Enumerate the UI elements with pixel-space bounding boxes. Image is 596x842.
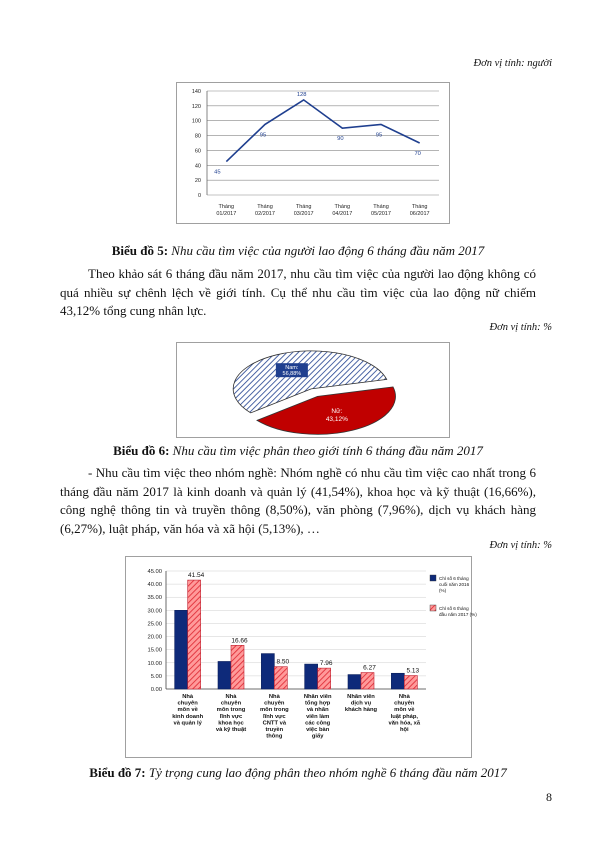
- caption-5-text: Nhu cầu tìm việc của người lao động 6 tháng đầu năm 2017: [168, 243, 485, 258]
- line-chart-job-demand: [176, 82, 450, 224]
- y-tick-label: 20.00: [147, 634, 162, 641]
- pie-chart-gender: [176, 342, 450, 438]
- y-tick-label: 20: [194, 178, 201, 185]
- y-tick-label: 25.00: [147, 621, 162, 628]
- caption-6-label: Biểu đồ 6:: [113, 443, 170, 458]
- bar-series-2017: [361, 673, 374, 689]
- x-category-label-line: Nhân viên: [303, 694, 332, 700]
- line-chart-svg: [177, 83, 449, 223]
- x-category-label-line: kinh doanh: [172, 713, 204, 720]
- pie-label: Nam:: [285, 365, 299, 372]
- y-tick-label: 0.00: [150, 687, 162, 693]
- bar-value-label: 8.50: [276, 658, 290, 666]
- x-category-label-line: khách hàng: [344, 707, 378, 714]
- y-tick-label: 40: [194, 163, 201, 170]
- x-category-label-line: truyền: [265, 727, 284, 733]
- x-tick-label-date: 05/2017: [371, 211, 391, 217]
- y-tick-label: 40.00: [147, 582, 162, 589]
- x-category-label-line: luật pháp,: [390, 713, 419, 720]
- x-category-label-line: lĩnh vực: [263, 713, 286, 720]
- page-number: 8: [546, 790, 552, 804]
- x-tick-label-month: Tháng: [334, 204, 351, 210]
- paragraph-gender-text: Theo khảo sát 6 tháng đầu năm 2017, nhu cầu tìm việc của người lao động không có quá nhiều sự chênh lệch về giới tính. Cụ thể nhu cầu tìm việc của lao động nữ chiếm 43,12% tổng cung nhân lực.: [60, 266, 536, 318]
- x-category-label-line: Nhà: [398, 694, 410, 700]
- x-category-label-line: môn về: [394, 707, 415, 714]
- bar-series-2016: [261, 654, 274, 689]
- bar-value-label: 41.54: [188, 572, 205, 580]
- paragraph-occupation-text: - Nhu cầu tìm việc theo nhóm nghề: Nhóm nghề có nhu cầu tìm việc cao nhất trong 6 tháng đầu năm 2017 là kinh doanh và quản lý (41,54%), khoa học và kỹ thuật (16,66%), công nghệ thông tin và truyền thông (8,50%), văn phòng (7,96%), dịch vụ khách hàng (6,27%), luật pháp, văn hóa và xã hội (5,13%), …: [60, 465, 536, 536]
- unit-label-percent-1: Đơn vị tính: %: [489, 322, 552, 333]
- bar-value-label: 7.96: [319, 660, 333, 668]
- unit-label-percent-2: Đơn vị tính: %: [489, 540, 552, 551]
- x-tick-label-date: 01/2017: [216, 211, 237, 217]
- y-tick-label: 5.00: [150, 673, 162, 680]
- y-tick-label: 80: [194, 133, 201, 140]
- data-label: 128: [296, 91, 307, 98]
- x-category-label-line: hội: [399, 727, 409, 733]
- x-category-label-line: môn về: [177, 707, 198, 714]
- x-category-label-line: thông: [266, 733, 283, 740]
- x-category-label-line: CNTT và: [262, 720, 287, 727]
- y-tick-label: 30.00: [147, 608, 162, 615]
- x-category-label-line: và quản lý: [173, 720, 202, 727]
- bar-series-2016: [218, 661, 231, 689]
- y-tick-label: 35.00: [147, 595, 162, 602]
- bar-series-2017: [188, 580, 201, 689]
- data-label: 45: [214, 169, 221, 176]
- x-tick-label-date: 06/2017: [409, 211, 430, 217]
- bar-series-2016: [175, 610, 188, 689]
- legend-swatch: [430, 605, 436, 611]
- caption-6-text: Nhu cầu tìm việc phân theo giới tính 6 tháng đầu năm 2017: [169, 443, 483, 458]
- y-tick-label: 120: [191, 103, 201, 110]
- bar-series-2016: [305, 664, 318, 689]
- x-category-label-line: chuyên: [177, 700, 198, 707]
- x-category-label-line: môn trong: [260, 707, 289, 714]
- x-category-label-line: Nhân viên: [347, 694, 375, 700]
- x-category-label-line: viên làm: [306, 713, 330, 720]
- pie-value-label: 56,88%: [282, 371, 302, 378]
- paragraph-occupation: [60, 464, 536, 538]
- legend-label-line: cuối năm 2016: [439, 582, 470, 587]
- x-category-label-line: việc bàn: [306, 727, 330, 733]
- x-category-label-line: chuyên: [264, 700, 285, 707]
- bar-chart-occupation: [125, 556, 477, 758]
- caption-5-label: Biểu đồ 5:: [111, 243, 169, 258]
- y-tick-label: 60: [194, 148, 201, 155]
- x-tick-label-month: Tháng: [218, 204, 235, 210]
- x-category-label-line: Nhà: [182, 694, 194, 700]
- bar-series-2017: [274, 667, 287, 689]
- caption-chart-7: [60, 765, 536, 781]
- series-line: [226, 100, 419, 162]
- bar-series-2017: [404, 676, 417, 689]
- x-category-label-line: tổng hợp: [304, 700, 331, 707]
- pie-value-label: 43,12%: [325, 416, 348, 424]
- bar-series-2016: [348, 675, 361, 689]
- data-label: 95: [259, 132, 267, 139]
- bar-series-2017: [318, 668, 331, 689]
- x-category-label-line: chuyên: [220, 700, 242, 707]
- x-category-label-line: dịch vụ: [350, 700, 372, 707]
- x-tick-label-month: Tháng: [373, 204, 389, 210]
- x-category-label-line: và kỹ thuật: [215, 727, 247, 733]
- x-category-label-line: chuyên: [394, 700, 415, 707]
- x-tick-label-month: Tháng: [295, 204, 312, 210]
- x-category-label-line: lĩnh vực: [219, 713, 243, 720]
- y-tick-label: 100: [191, 118, 201, 125]
- bar-series-2016: [391, 673, 404, 689]
- bar-value-label: 6.27: [363, 664, 376, 672]
- caption-7-text: Tỷ trọng cung lao động phân theo nhóm nghề 6 tháng đầu năm 2017: [145, 765, 507, 780]
- caption-chart-5: [60, 243, 536, 259]
- y-tick-label: 10.00: [147, 660, 162, 667]
- bar-series-2017: [231, 645, 244, 689]
- x-category-label-line: các công: [305, 720, 331, 727]
- pie-chart-svg: [177, 343, 449, 437]
- x-tick-label-date: 02/2017: [255, 211, 275, 217]
- paragraph-gender: [60, 265, 536, 321]
- x-category-label-line: Nhà: [225, 694, 237, 700]
- legend-label-line: Chỉ số 6 tháng: [439, 576, 469, 581]
- legend-label-line: Chỉ số 6 tháng: [439, 606, 469, 611]
- legend-label-line: (%): [439, 588, 447, 593]
- y-tick-label: 0: [197, 193, 201, 199]
- caption-chart-6: [60, 443, 536, 459]
- x-category-label-line: và nhân: [306, 707, 329, 714]
- pie-label: Nữ:: [331, 408, 343, 416]
- x-tick-label-date: 04/2017: [332, 211, 353, 217]
- bar-value-label: 16.66: [231, 637, 248, 645]
- x-category-label-line: môn trong: [216, 707, 246, 714]
- legend-swatch: [430, 575, 436, 581]
- caption-7-label: Biểu đồ 7:: [89, 765, 146, 780]
- data-label: 95: [375, 132, 383, 139]
- legend-label-line: đầu năm 2017 (%): [439, 612, 477, 617]
- y-tick-label: 15.00: [147, 647, 162, 654]
- bar-chart-svg: [126, 557, 477, 757]
- x-category-label-line: văn hóa, xã: [388, 720, 421, 727]
- bar-value-label: 5.13: [406, 667, 420, 675]
- data-label: 90: [337, 136, 344, 143]
- x-tick-label-date: 03/2017: [293, 211, 314, 217]
- y-tick-label: 140: [191, 89, 201, 95]
- y-tick-label: 45.00: [147, 569, 162, 575]
- x-tick-label-month: Tháng: [257, 204, 273, 210]
- x-category-label-line: khoa học: [218, 720, 244, 727]
- x-category-label-line: Nhà: [268, 694, 280, 700]
- x-tick-label-month: Tháng: [411, 204, 428, 210]
- unit-label-people: Đơn vị tính: người: [473, 58, 552, 69]
- x-category-label-line: giấy: [311, 733, 324, 740]
- data-label: 70: [414, 151, 421, 157]
